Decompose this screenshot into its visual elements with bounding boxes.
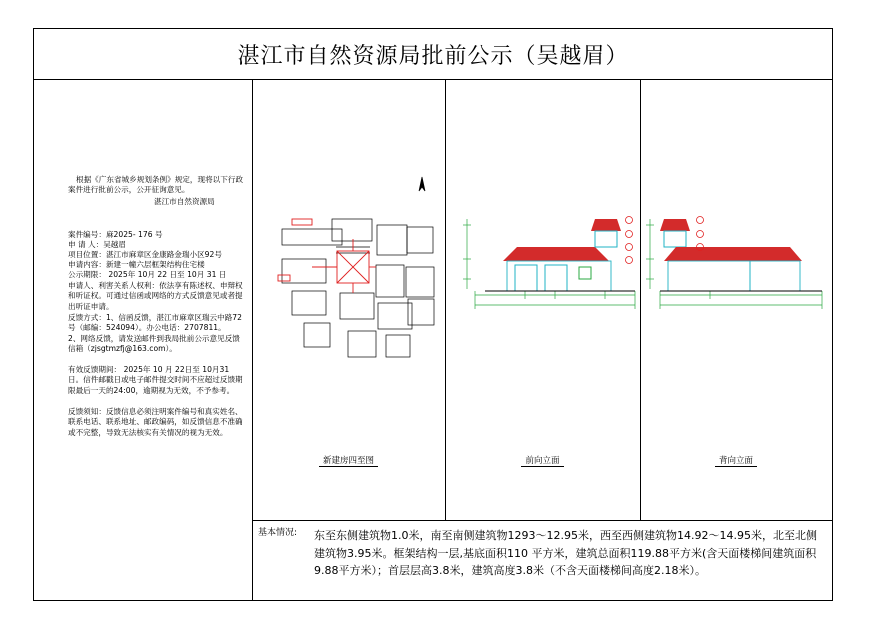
back-elevation-panel (640, 79, 832, 520)
front-elevation-drawing (445, 79, 640, 464)
back-elevation-caption: 背向立面 (640, 454, 832, 466)
feedback-notice: 反馈须知：反馈信息必须注明案件编号和真实姓名、联系电话、联系地址、邮政编码，如反馈信息不准确或不完整，导致无法核实有关情况的视为无效。 (68, 407, 243, 437)
issuer-text: 湛江市自然资源局 (154, 197, 215, 206)
front-elevation-panel (445, 79, 641, 520)
basic-info-label: 基本情况: (258, 528, 298, 538)
project-location: 项目位置：湛江市麻章区金康路金瑞小区92号 (68, 250, 222, 259)
application-content: 申请内容：新建一幢六层框架结构住宅楼 (68, 260, 205, 269)
publicity-period: 公示期限： 2025年 10月 22 日至 10月 31 日 (68, 270, 227, 279)
site-plan-drawing (252, 79, 445, 464)
rights-text: 申请人、利害关系人权利：依法享有陈述权、申辩权和听证权。可通过信函或网络的方式反馈意见或者提出听证申请。 (68, 281, 243, 311)
page-title: 湛江市自然资源局批前公示（吴越眉） (34, 29, 832, 80)
intro-text: 根据《广东省城乡规划条例》规定，现将以下行政案件进行批前公示，公开征询意见。 (68, 175, 244, 195)
back-elevation-drawing (640, 79, 832, 464)
valid-period: 有效反馈期间： 2025年 10 月 22日至 10月31日。信件邮戳日或电子邮件提交时间不应超过反馈期限最后一天的24:00，逾期视为无效，不予参考。 (68, 365, 243, 395)
front-elevation-caption: 前向立面 (445, 454, 640, 466)
case-number: 案件编号：麻2025- 176 号 (68, 230, 163, 239)
applicant: 申 请 人：吴越眉 (68, 240, 126, 249)
announcement-text (34, 79, 253, 600)
email-feedback: 2、网络反馈，请发送邮件到我局批前公示意见反馈信箱（zjsgtmzfj@163.com）。 (68, 334, 240, 354)
site-plan-panel (252, 79, 446, 520)
notice-frame (33, 28, 833, 601)
feedback-method: 反馈方式：1、信函反馈，湛江市麻章区瑞云中路72号（邮编：524094）。办公电话：2707811。 (68, 313, 242, 333)
site-plan-caption: 新建房四至图 (252, 454, 445, 466)
basic-info-text: 东至东侧建筑物1.0米，南至南侧建筑物1293～12.95米，西至西侧建筑物14.92～14.95米，北至北侧建筑物3.95米。框架结构一层,基底面积110 平方米，建筑总面积119.88平方米(含天面楼梯间建筑面积9.88平方米）；首层层高3.8米，建筑高度3.8米（不含天面楼梯间高度2.18米）。 (314, 529, 817, 577)
basic-info (252, 520, 832, 601)
